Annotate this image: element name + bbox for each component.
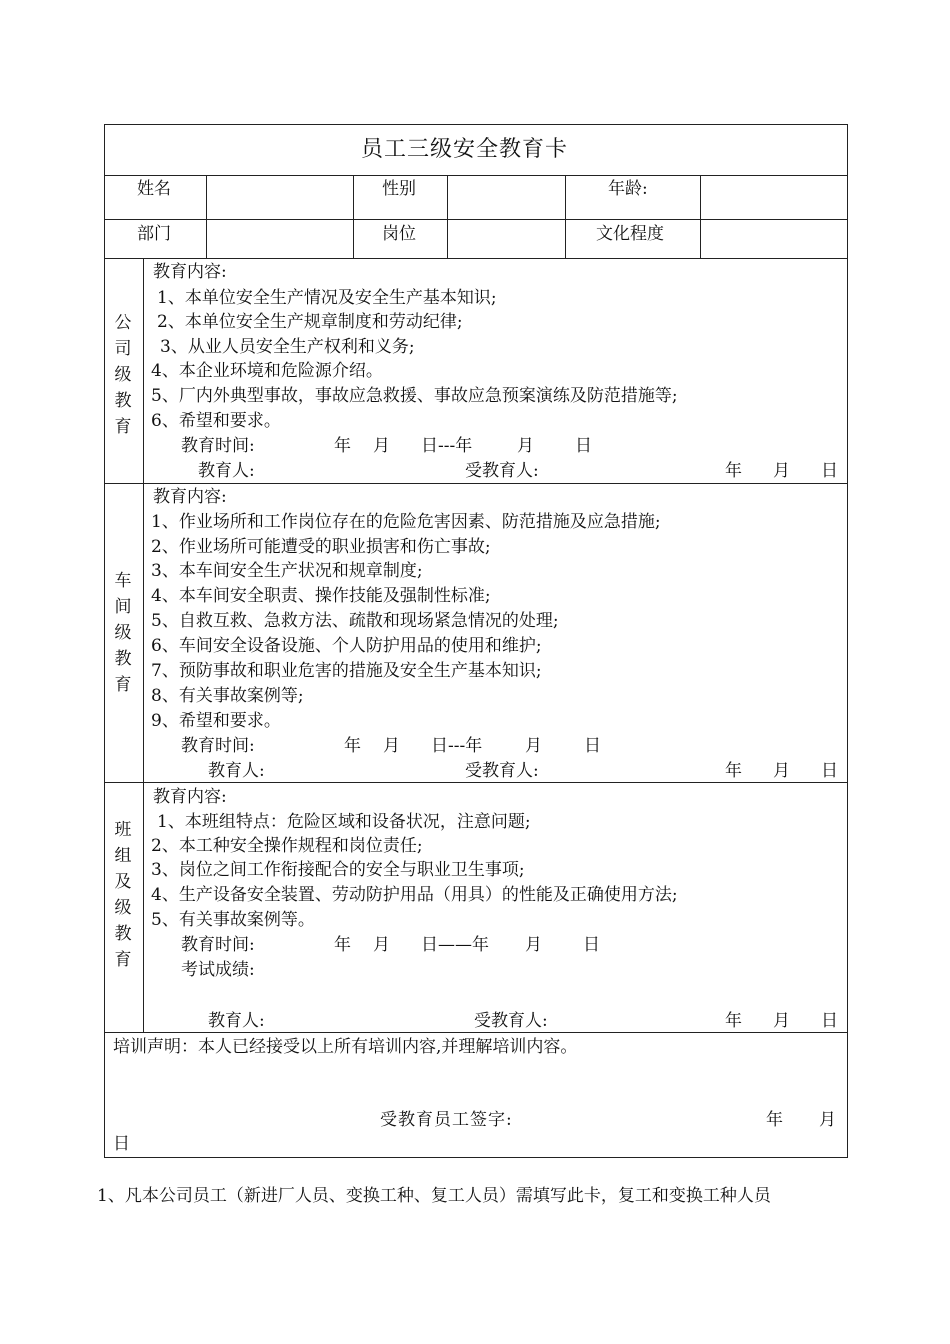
table-border-bottom <box>104 1157 848 1158</box>
company-item-3: 3、从业人员安全生产权利和义务; <box>160 337 415 357</box>
education-level-field[interactable] <box>702 221 846 257</box>
team-time-day-to-year: 日——年 <box>421 935 489 955</box>
team-time-month: 月 <box>373 935 390 955</box>
declaration-day: 日 <box>113 1134 130 1154</box>
table-border-left <box>104 124 105 1158</box>
workshop-item-7: 7、预防事故和职业危害的措施及安全生产基本知识; <box>151 661 542 681</box>
row-divider <box>104 483 848 484</box>
name-field[interactable] <box>208 177 352 218</box>
col-divider <box>700 175 701 259</box>
col-divider <box>565 175 566 259</box>
table-border-top <box>104 124 848 125</box>
row-divider <box>104 1032 848 1033</box>
team-date-day: 日 <box>821 1011 838 1031</box>
workshop-trainee-label: 受教育人: <box>465 761 539 781</box>
company-time-month: 月 <box>373 436 390 456</box>
table-border-right <box>847 124 848 1158</box>
company-item-5: 5、厂内外典型事故，事故应急救援、事故应急预案演练及防范措施等; <box>151 386 678 406</box>
training-declaration: 培训声明：本人已经接受以上所有培训内容,并理解培训内容。 <box>113 1037 578 1057</box>
employee-signature-label: 受教育员工签字: <box>380 1110 513 1130</box>
company-content-heading: 教育内容: <box>153 262 227 282</box>
declaration-year: 年 <box>766 1110 783 1130</box>
company-time-year: 年 <box>334 436 351 456</box>
team-level-label: 班 组 及 级 教 育 <box>114 820 132 970</box>
gender-label: 性别 <box>382 179 416 199</box>
company-time-month-2: 月 <box>517 436 534 456</box>
row-divider <box>104 175 848 176</box>
workshop-item-2: 2、作业场所可能遭受的职业损害和伤亡事故; <box>151 537 491 557</box>
employee-signature-field[interactable] <box>535 1106 755 1132</box>
row-divider <box>104 219 848 220</box>
team-time-day-2: 日 <box>583 935 600 955</box>
workshop-time-year: 年 <box>344 736 361 756</box>
team-time-year: 年 <box>334 935 351 955</box>
team-content-heading: 教育内容: <box>153 787 227 807</box>
company-level-label: 公 司 级 教 育 <box>114 313 132 437</box>
company-trainee-label: 受教育人: <box>465 461 539 481</box>
section-label-divider <box>143 258 144 1033</box>
workshop-time-month: 月 <box>383 736 400 756</box>
dept-field[interactable] <box>208 221 352 257</box>
workshop-date-month: 月 <box>773 761 790 781</box>
team-trainee-label: 受教育人: <box>474 1011 548 1031</box>
card-title: 员工三级安全教育卡 <box>361 137 569 162</box>
team-item-5: 5、有关事故案例等。 <box>151 910 315 930</box>
col-divider <box>206 175 207 259</box>
team-item-4: 4、生产设备安全装置、劳动防护用品（用具）的性能及正确使用方法; <box>151 885 678 905</box>
age-field[interactable] <box>702 177 846 218</box>
gender-field[interactable] <box>449 177 564 218</box>
workshop-time-day-2: 日 <box>584 736 601 756</box>
workshop-time-month-2: 月 <box>525 736 542 756</box>
col-divider <box>353 175 354 259</box>
post-label: 岗位 <box>382 224 416 244</box>
workshop-item-9: 9、希望和要求。 <box>151 711 281 731</box>
workshop-educator-label: 教育人: <box>208 761 265 781</box>
education-level-label: 文化程度 <box>596 224 664 244</box>
team-date-year: 年 <box>725 1011 742 1031</box>
company-date-year: 年 <box>725 461 742 481</box>
team-item-3: 3、岗位之间工作衔接配合的安全与职业卫生事项; <box>151 860 525 880</box>
workshop-item-6: 6、车间安全设备设施、个人防护用品的使用和维护; <box>151 636 542 656</box>
company-educator-label: 教育人: <box>198 461 255 481</box>
team-date-month: 月 <box>773 1011 790 1031</box>
age-label: 年龄: <box>608 179 648 199</box>
team-time-month-2: 月 <box>525 935 542 955</box>
company-item-1: 1、本单位安全生产情况及安全生产基本知识; <box>157 288 497 308</box>
footnote: 1、凡本公司员工（新进厂人员、变换工种、复工人员）需填写此卡，复工和变换工种人员 <box>97 1186 771 1206</box>
row-divider <box>104 782 848 783</box>
company-time-label: 教育时间: <box>181 436 255 456</box>
workshop-item-8: 8、有关事故案例等; <box>151 686 304 706</box>
company-time-day-2: 日 <box>575 436 592 456</box>
company-item-2: 2、本单位安全生产规章制度和劳动纪律; <box>157 312 463 332</box>
col-divider <box>447 175 448 259</box>
company-time-day-to-year: 日---年 <box>421 436 473 456</box>
workshop-level-label: 车 间 级 教 育 <box>114 571 132 695</box>
workshop-date-year: 年 <box>725 761 742 781</box>
workshop-item-5: 5、自救互救、急救方法、疏散和现场紧急情况的处理; <box>151 611 559 631</box>
workshop-item-3: 3、本车间安全生产状况和规章制度; <box>151 561 423 581</box>
dept-label: 部门 <box>137 224 171 244</box>
team-item-1: 1、本班组特点：危险区域和设备状况，注意问题; <box>157 812 531 832</box>
workshop-time-day-to-year: 日---年 <box>431 736 483 756</box>
company-item-6: 6、希望和要求。 <box>151 411 281 431</box>
workshop-content-heading: 教育内容: <box>153 487 227 507</box>
workshop-item-1: 1、作业场所和工作岗位存在的危险危害因素、防范措施及应急措施; <box>151 512 661 532</box>
workshop-date-day: 日 <box>821 761 838 781</box>
company-date-month: 月 <box>773 461 790 481</box>
company-item-4: 4、本企业环境和危险源介绍。 <box>151 361 383 381</box>
workshop-item-4: 4、本车间安全职责、操作技能及强制性标准; <box>151 586 491 606</box>
workshop-time-label: 教育时间: <box>181 736 255 756</box>
team-exam-score-label: 考试成绩: <box>181 960 255 980</box>
post-field[interactable] <box>449 221 564 257</box>
company-date-day: 日 <box>821 461 838 481</box>
declaration-month: 月 <box>819 1110 836 1130</box>
team-item-2: 2、本工种安全操作规程和岗位责任; <box>151 836 423 856</box>
name-label: 姓名 <box>137 179 171 199</box>
team-time-label: 教育时间: <box>181 935 255 955</box>
team-educator-label: 教育人: <box>208 1011 265 1031</box>
row-divider <box>104 258 848 259</box>
